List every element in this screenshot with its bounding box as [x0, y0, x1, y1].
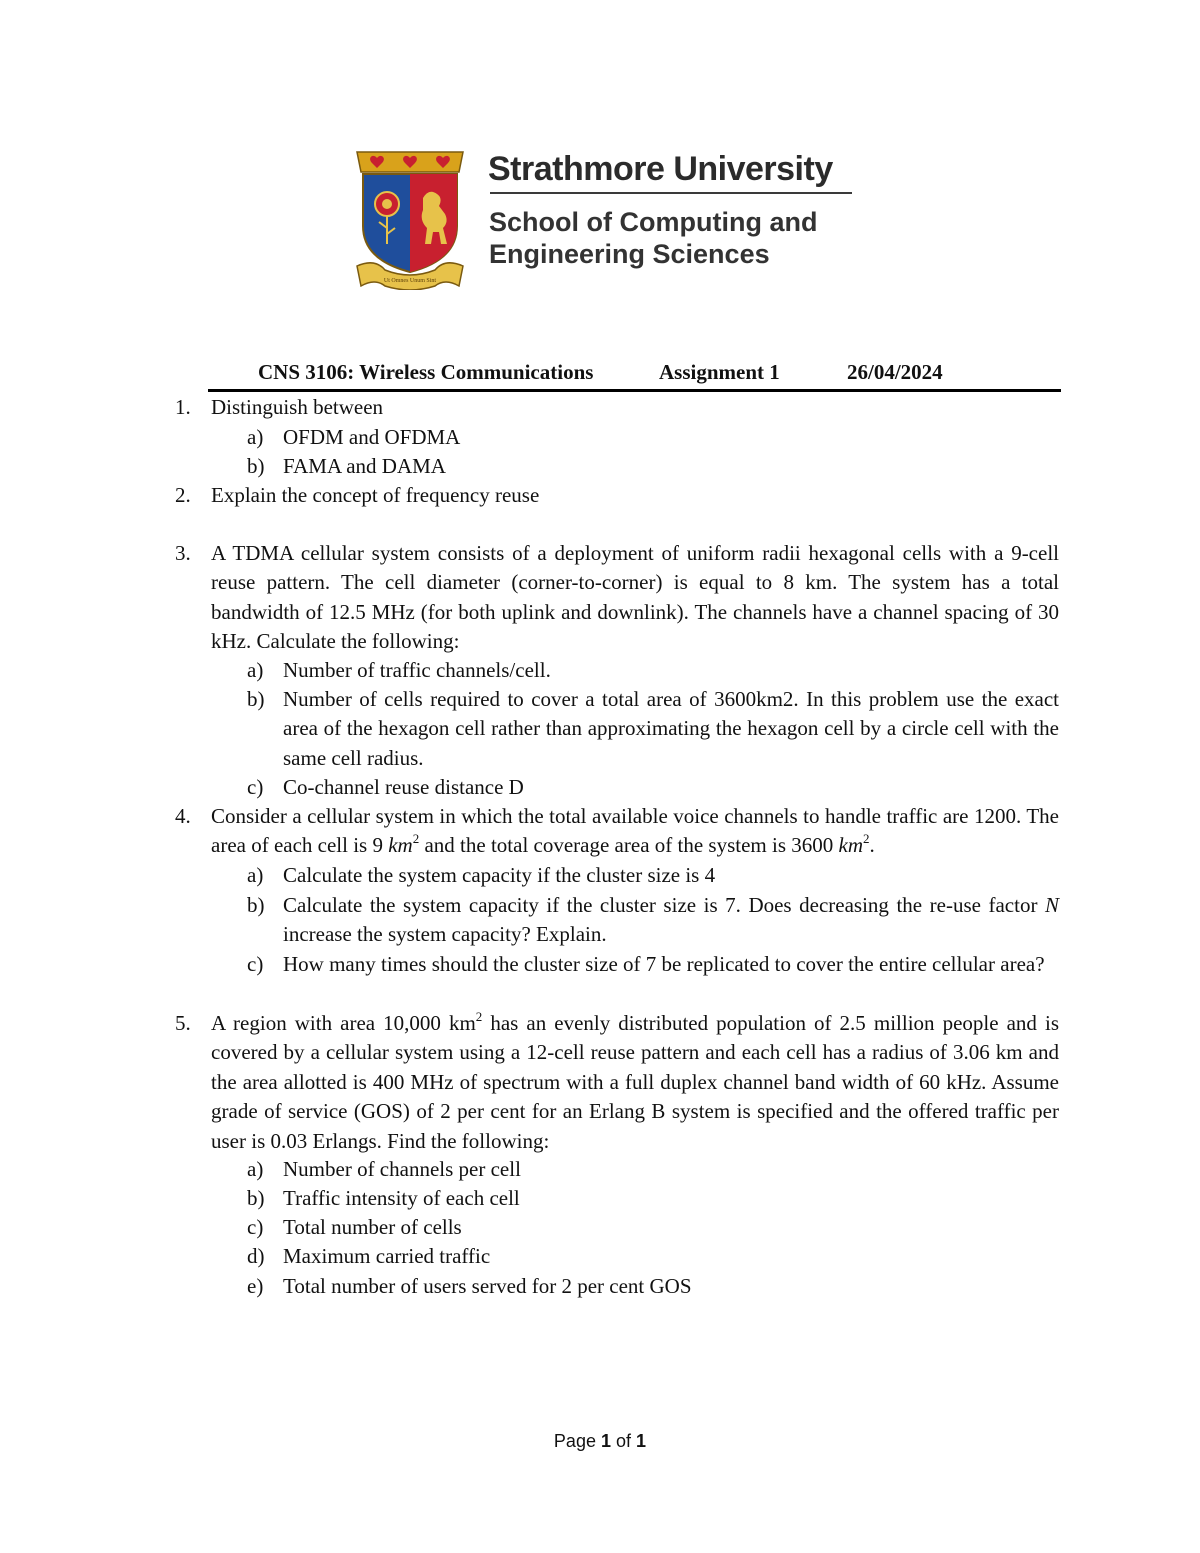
part-label: b) [247, 1186, 265, 1210]
question-text: A TDMA cellular system consists of a deployment of uniform radii hexagonal cells with a 9-cell reuse pattern. The cell diameter (corner-to-corner) is equal to 8 km. The system has a total bandwidth of 12.5 MHz (for both uplink and downlink). The channels have a channel spacing of 30 kHz. Calculate the following: [211, 541, 1059, 654]
part-text: Number of traffic channels/cell. [283, 658, 551, 682]
part-label: b) [247, 893, 265, 917]
part-text: How many times should the cluster size of 7 be replicated to cover the entire cellular area? [283, 952, 1045, 976]
part-text: Number of cells required to cover a total area of 3600km2. In this problem use the exact area of the hexagon cell rather than approximating the hexagon cell by a circle cell with the same cell radius. [283, 687, 1059, 770]
question-number: 4. [175, 804, 191, 828]
part-label: b) [247, 687, 265, 711]
part-label: c) [247, 775, 264, 799]
question-number: 5. [175, 1011, 191, 1035]
page-footer [0, 1431, 1200, 1452]
university-name: Strathmore University [488, 150, 833, 188]
part-label: e) [247, 1274, 264, 1298]
question-number: 1. [175, 395, 191, 419]
school-name-line-2: Engineering Sciences [489, 239, 770, 269]
question-text: Explain the concept of frequency reuse [211, 483, 540, 507]
university-crest-icon [355, 148, 465, 290]
school-name-line-1: School of Computing and [489, 207, 818, 237]
part-label: c) [247, 952, 264, 976]
part-text: Traffic intensity of each cell [283, 1186, 520, 1210]
part-label: a) [247, 658, 264, 682]
page-of: of [616, 1431, 632, 1451]
part-text: Number of channels per cell [283, 1157, 521, 1181]
question-number: 3. [175, 541, 191, 565]
part-text: Total number of cells [283, 1215, 462, 1239]
question-text: Consider a cellular system in which the total available voice channels to handle traffic are 1200. The area of each cell is 9 $km^2$ and the total coverage area of the system is 3600 $km^2$. [211, 804, 1059, 858]
part-text: Maximum carried traffic [283, 1244, 491, 1268]
question-number: 2. [175, 483, 191, 507]
part-label: c) [247, 1215, 264, 1239]
page-prefix: Page [553, 1431, 596, 1451]
svg-text:Ut Omnes Unum Sint: Ut Omnes Unum Sint [383, 278, 437, 284]
part-label: a) [247, 425, 264, 449]
page-number: 1 [600, 1431, 611, 1451]
part-label: b) [247, 454, 265, 478]
part-text: OFDM and OFDMA [283, 425, 461, 449]
university-logo [355, 148, 855, 293]
part-label: a) [247, 1157, 264, 1181]
assignment-label: Assignment 1 [659, 360, 780, 384]
logo-divider [490, 192, 852, 194]
question-text: A region with area 10,000 $km^2$ has an evenly distributed population of 2.5 million people and is covered by a cellular system using a 12-cell reuse pattern and each cell has a radius of 3.06 km and the area allotted is 400 MHz of spectrum with a full duplex channel band width of 60 kHz. Assume grade of service (GOS) of 2 per cent for an Erlang B system is specified and the offered traffic per user is 0.03 Erlangs. Find the following: [211, 1009, 1059, 1153]
header-rule [208, 389, 1061, 392]
part-text: FAMA and DAMA [283, 454, 446, 478]
course-title: CNS 3106: Wireless Communications [258, 360, 594, 384]
school-name [489, 206, 817, 270]
part-text: Total number of users served for 2 per cent GOS [283, 1274, 692, 1298]
part-text: Calculate the system capacity if the cluster size is 7. Does decreasing the re-use factor N increase the system capacity? Explain. [283, 893, 1059, 947]
part-text: Calculate the system capacity if the cluster size is 4 [283, 863, 716, 887]
page-total: 1 [636, 1431, 647, 1451]
part-label: a) [247, 863, 264, 887]
question-text: Distinguish between [211, 395, 384, 419]
part-text: Co-channel reuse distance D [283, 775, 524, 799]
part-label: d) [247, 1244, 265, 1268]
assignment-date: 26/04/2024 [847, 360, 943, 384]
